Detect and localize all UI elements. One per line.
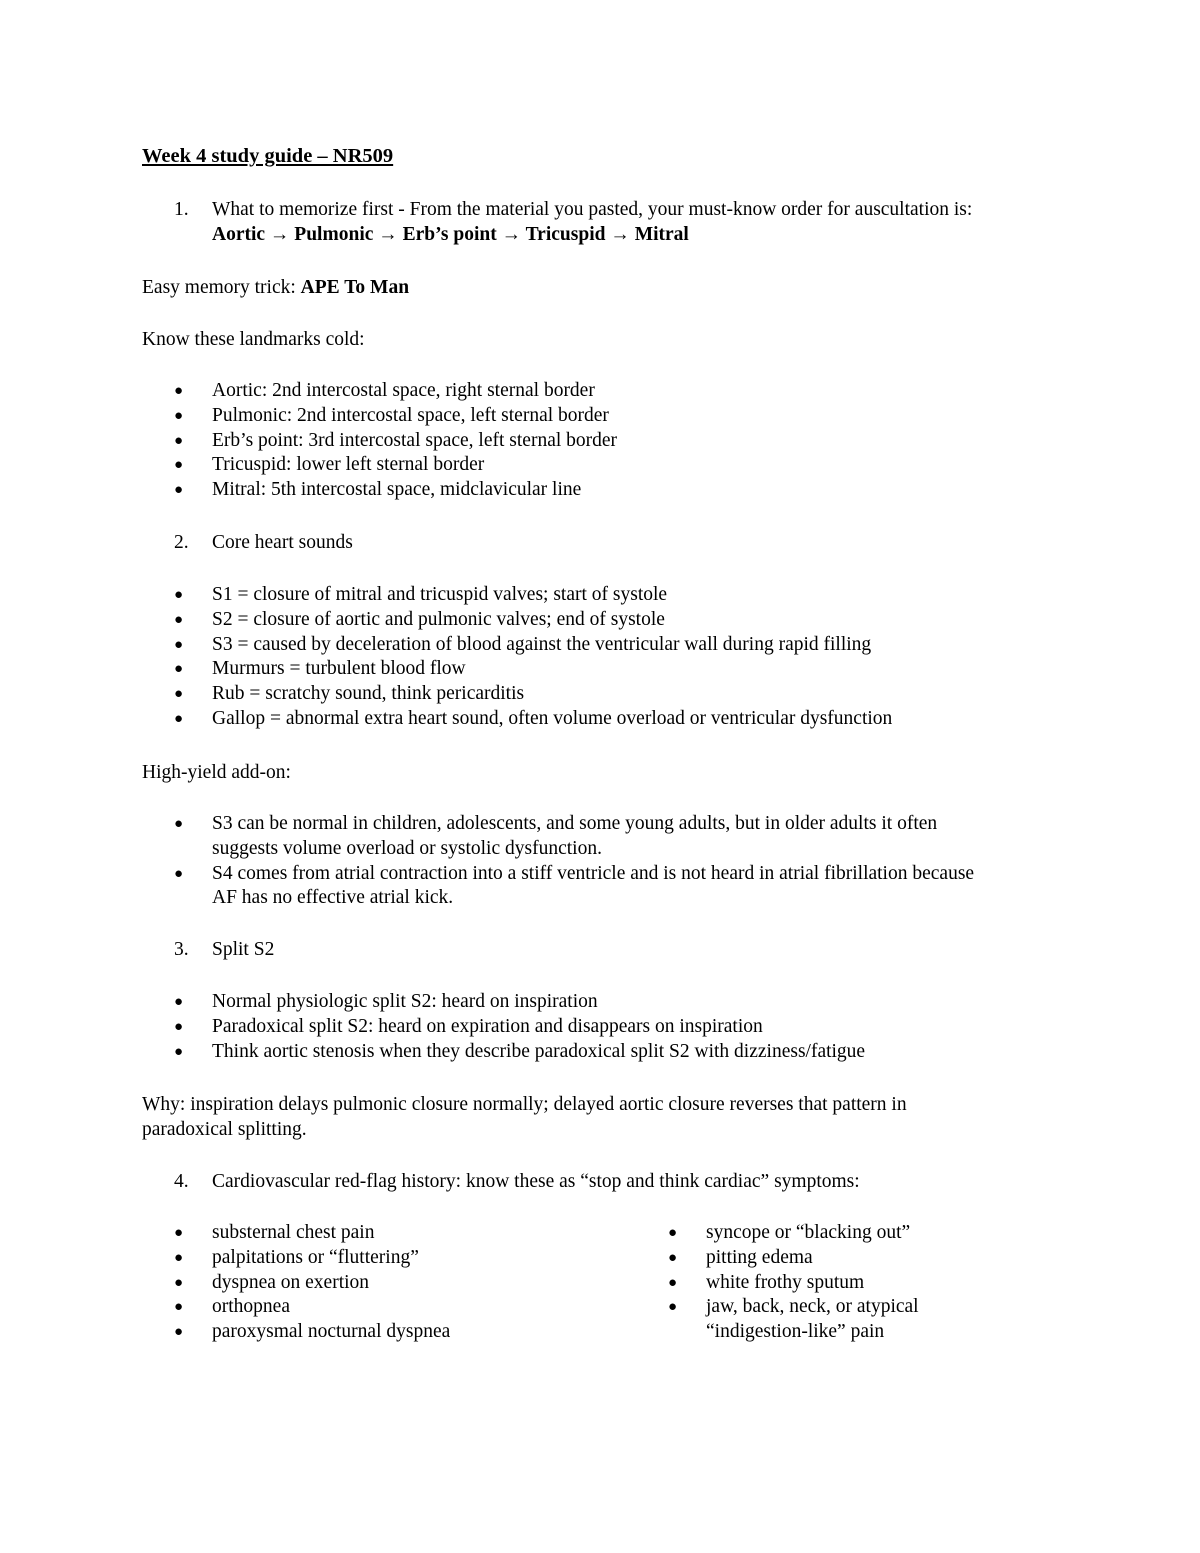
bullet-icon: ● bbox=[174, 710, 184, 727]
bullet-icon: ● bbox=[174, 816, 184, 832]
bullet-icon: ● bbox=[174, 611, 184, 628]
document-title: Week 4 study guide – NR509 bbox=[142, 145, 394, 167]
bullet-icon: ● bbox=[174, 1324, 184, 1341]
list-item-text: AF has no effective atrial kick. bbox=[212, 887, 454, 909]
list-item bbox=[174, 1246, 450, 1271]
list-item-text: jaw, back, neck, or atypical bbox=[706, 1296, 919, 1318]
list-item bbox=[174, 1040, 865, 1065]
landmarks-list bbox=[174, 379, 617, 503]
high-yield-label: High-yield add-on: bbox=[142, 762, 291, 783]
section-1-number: 1. bbox=[174, 199, 189, 220]
memory-trick-label: Easy memory trick: bbox=[142, 277, 301, 298]
heart-sounds-list bbox=[174, 583, 892, 732]
bullet-icon: ● bbox=[174, 407, 184, 424]
list-item-text: dyspnea on exertion bbox=[212, 1271, 370, 1293]
list-item-text: pitting edema bbox=[706, 1246, 813, 1268]
bullet-icon: ● bbox=[174, 636, 184, 653]
bullet-icon: ● bbox=[174, 457, 184, 474]
split-s2-list bbox=[174, 990, 865, 1064]
bullet-icon: ● bbox=[174, 432, 184, 449]
list-item bbox=[174, 404, 617, 429]
list-item bbox=[174, 707, 892, 732]
list-item bbox=[174, 453, 617, 478]
list-item bbox=[174, 990, 865, 1015]
red-flags-left-list bbox=[174, 1221, 450, 1345]
bullet-icon: ● bbox=[668, 1249, 678, 1266]
list-item-text: orthopnea bbox=[212, 1296, 290, 1318]
bullet-icon: ● bbox=[174, 587, 184, 603]
list-item-text: Erb’s point: 3rd intercostal space, left sternal border bbox=[212, 429, 618, 451]
bullet-icon: ● bbox=[668, 1274, 678, 1291]
list-item-text: S3 can be normal in children, adolescents, and some young adults, but in older adults it often bbox=[212, 813, 938, 834]
list-item-text: Paradoxical split S2: heard on expiration and disappears on inspiration bbox=[212, 1015, 763, 1037]
landmarks-intro: Know these landmarks cold: bbox=[142, 329, 365, 350]
list-item-text: S4 comes from atrial contraction into a stiff ventricle and is not heard in atrial fibrillation because bbox=[212, 862, 975, 884]
list-item bbox=[668, 1221, 919, 1246]
list-item-text: S2 = closure of aortic and pulmonic valves; end of systole bbox=[212, 608, 665, 630]
bullet-icon: ● bbox=[174, 686, 184, 703]
list-item-text: Pulmonic: 2nd intercostal space, left sternal border bbox=[212, 404, 609, 426]
why-line-1: Why: inspiration delays pulmonic closure normally; delayed aortic closure reverses that pattern in bbox=[142, 1094, 907, 1115]
list-item-text: Normal physiologic split S2: heard on inspiration bbox=[212, 991, 598, 1012]
section-3-number: 3. bbox=[174, 939, 189, 960]
list-item-text: paroxysmal nocturnal dyspnea bbox=[212, 1321, 451, 1343]
list-item bbox=[174, 812, 974, 862]
bullet-icon: ● bbox=[668, 1225, 678, 1241]
list-item bbox=[174, 1015, 865, 1040]
bullet-icon: ● bbox=[174, 994, 184, 1010]
section-2-text: Core heart sounds bbox=[212, 532, 353, 553]
list-item-text: palpitations or “fluttering” bbox=[212, 1246, 419, 1268]
list-item bbox=[174, 608, 892, 633]
list-item-text: Aortic: 2nd intercostal space, right sternal border bbox=[212, 380, 595, 401]
list-item bbox=[174, 583, 892, 608]
list-item bbox=[668, 1295, 919, 1345]
bullet-icon: ● bbox=[174, 1299, 184, 1316]
list-item-text: substernal chest pain bbox=[212, 1222, 375, 1243]
bullet-icon: ● bbox=[174, 1018, 184, 1035]
red-flags-right-list bbox=[668, 1221, 919, 1345]
auscultation-order: Aortic → Pulmonic → Erb’s point → Tricuspid → Mitral bbox=[212, 224, 689, 245]
section-4-text: Cardiovascular red-flag history: know these as “stop and think cardiac” symptoms: bbox=[212, 1171, 860, 1192]
high-yield-list bbox=[174, 812, 974, 911]
list-item bbox=[174, 1221, 450, 1246]
bullet-icon: ● bbox=[668, 1299, 678, 1316]
list-item bbox=[174, 379, 617, 404]
memory-trick bbox=[142, 276, 409, 301]
why-line-2: paradoxical splitting. bbox=[142, 1119, 307, 1140]
section-3-text: Split S2 bbox=[212, 939, 275, 960]
list-item-text: Tricuspid: lower left sternal border bbox=[212, 454, 485, 476]
section-4-number: 4. bbox=[174, 1171, 189, 1192]
list-item bbox=[174, 1320, 450, 1345]
list-item-text: “indigestion-like” pain bbox=[706, 1321, 885, 1343]
list-item bbox=[174, 478, 617, 503]
list-item-text: S1 = closure of mitral and tricuspid valves; start of systole bbox=[212, 584, 668, 605]
list-item bbox=[174, 862, 974, 912]
bullet-icon: ● bbox=[174, 1043, 184, 1060]
list-item bbox=[174, 682, 892, 707]
section-1-text: What to memorize first - From the material you pasted, your must-know order for auscultation is: bbox=[212, 199, 973, 220]
bullet-icon: ● bbox=[174, 1249, 184, 1266]
list-item bbox=[668, 1246, 919, 1271]
list-item bbox=[668, 1271, 919, 1296]
bullet-icon: ● bbox=[174, 383, 184, 399]
bullet-icon: ● bbox=[174, 865, 184, 882]
list-item-text: Mitral: 5th intercostal space, midclavicular line bbox=[212, 479, 582, 501]
list-item bbox=[174, 657, 892, 682]
list-item bbox=[174, 429, 617, 454]
list-item-text: S3 = caused by deceleration of blood against the ventricular wall during rapid filling bbox=[212, 633, 872, 655]
bullet-icon: ● bbox=[174, 661, 184, 678]
list-item-text: suggests volume overload or systolic dysfunction. bbox=[212, 837, 602, 859]
bullet-icon: ● bbox=[174, 1274, 184, 1291]
list-item bbox=[174, 1271, 450, 1296]
list-item bbox=[174, 1295, 450, 1320]
list-item bbox=[174, 633, 892, 658]
list-item-text: white frothy sputum bbox=[706, 1271, 865, 1293]
list-item-text: syncope or “blacking out” bbox=[706, 1222, 911, 1243]
list-item-text: Gallop = abnormal extra heart sound, often volume overload or ventricular dysfunction bbox=[212, 707, 893, 729]
memory-trick-value: APE To Man bbox=[300, 277, 410, 298]
list-item-text: Rub = scratchy sound, think pericarditis bbox=[212, 683, 525, 705]
section-2-number: 2. bbox=[174, 532, 189, 553]
list-item-text: Murmurs = turbulent blood flow bbox=[212, 658, 466, 680]
bullet-icon: ● bbox=[174, 482, 184, 499]
bullet-icon: ● bbox=[174, 1225, 184, 1241]
list-item-text: Think aortic stenosis when they describe paradoxical split S2 with dizziness/fatigue bbox=[212, 1040, 866, 1062]
